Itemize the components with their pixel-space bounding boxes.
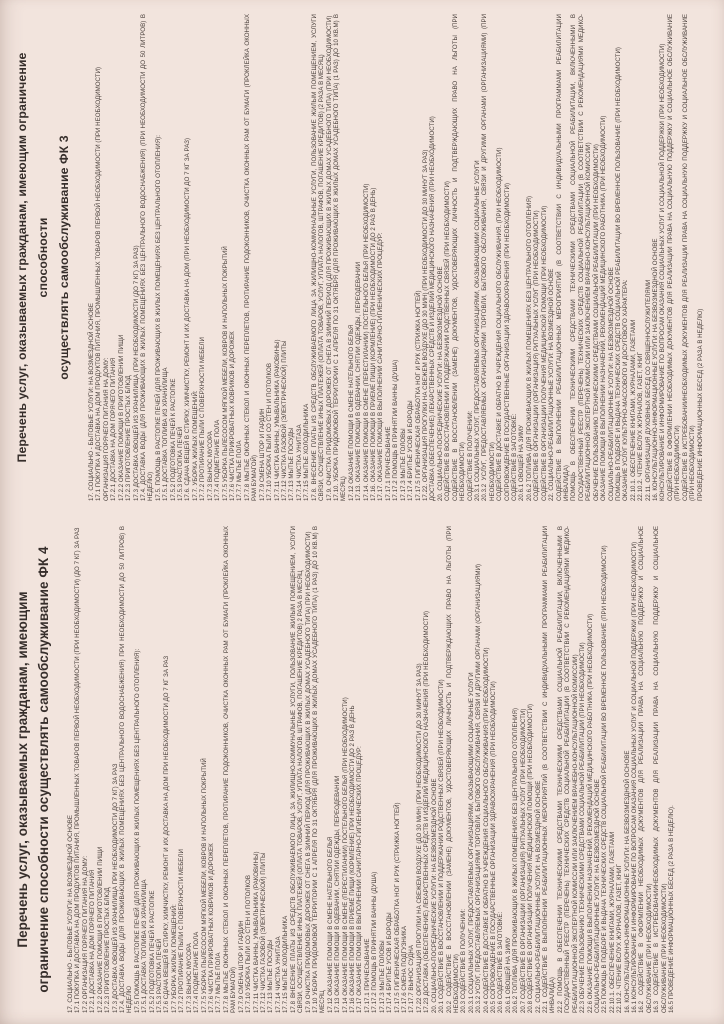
service-item: КОНСУЛЬТИРОВАНИЕ И ИНФОРМИРОВАНИЕ ПО ВОПРОСАМ ОКАЗАНИЯ СОЦИАЛЬНЫХ УСЛУГ И СОЦИАЛЬНОЙ ПОДДЕРЖКИ (ПРИ НЕОБХОДИМОСТИ) bbox=[659, 43, 667, 501]
service-item: 20.6.2 ТОПЛИВА (ДЛЯ ПРОЖИВАЮЩИХ В ЖИЛЫХ ПОМЕЩЕНИЯХ БЕЗ ЦЕНТРАЛЬНОГО ОТОПЛЕНИЯ) bbox=[512, 707, 520, 1013]
service-item: 17.2.2 ОКАЗАНИЕ ПОМОЩИ В ПРИГОТОВЛЕНИИ ПИЩИ bbox=[96, 846, 104, 1013]
column-fk4 bbox=[0, 512, 724, 1024]
service-item: 17.7.9 СМЕНА ШТОР И ГАРДИН bbox=[258, 408, 266, 501]
service-item: 17.17.7 ВЫНОС СУДНА bbox=[408, 944, 416, 1013]
service-item: 17.17.4 БРИТЬЕ УСОВ И БОРОДЫ bbox=[407, 400, 415, 501]
service-item: 17.7.3 ВЫНОС МУСОРА bbox=[206, 431, 214, 501]
service-item: 17.17.1 ПРИЧЕСЫВАНИЕ bbox=[363, 938, 371, 1013]
column-fk4-title-line2: ограничение способности осуществлять самообслуживание ФК 4 bbox=[36, 546, 51, 993]
service-item: 17.9. ОЧИСТКА ПРИДОМОВЫХ ДОРОЖЕК ОТ СНЕГА В ЗИМНИЙ ПЕРИОД (ДЛЯ ПРОЖИВАЮЩИХ В ЖИЛЫХ ДОМАХ УСАДЕБНОГО ТИПА) (ПРИ НЕОБХОДИМОСТИ) bbox=[325, 15, 333, 501]
service-item: СОДЕЙСТВИЕ В ПОЛУЧЕНИИ: bbox=[466, 410, 474, 501]
service-item: 20.7 СОДЕЙСТВИЕ В ОРГАНИЗАЦИИ (ОРГАНИЗАЦИЯ) РИТУАЛЬНЫХ УСЛУГ (ПРИ НЕОБХОДИМОСТИ) bbox=[519, 708, 527, 1013]
service-item: 17.7.12 ЧИСТКА ГАЗОВОЙ (ЭЛЕКТРИЧЕСКОЙ) ПЛИТЫ bbox=[259, 852, 267, 1013]
service-item: 17.7.14 ЧИСТКА УНИТАЗА bbox=[295, 424, 303, 501]
service-item: 17.5. ПОМОЩЬ В РАСТОПКЕ ПЕЧЕЙ (ДЛЯ ПРОЖИВАЮЩИХ В ЖИЛЫХ ПОМЕЩЕНИЯХ БЕЗ ЦЕНТРАЛЬНОГО ОТОПЛЕНИЯ): bbox=[154, 135, 162, 501]
service-item: 16.5 ПРОВЕДЕНИЕ ИНФОРМАЦИОННЫХ БЕСЕД (2 РАЗА В НЕДЕЛЮ). bbox=[668, 805, 676, 1013]
service-item: 17.7.7 МЫТЬЕ ПОЛА bbox=[215, 952, 223, 1013]
service-item: 17.10. УБОРКА ПРИДОМОВОЙ ТЕРРИТОРИИ С 1 АПРЕЛЯ ПО 31 ОКТЯБРЯ (ДЛЯ ПРОЖИВАЮЩИХ В ЖИЛЫХ ДОМАХ УСАДЕБНОГО ТИПА) (1 РАЗ) ДО 10 КВ.М) В МЕСЯЦ) bbox=[332, 14, 348, 501]
service-item: 20. СОЦИАЛЬНО-ПОСРЕДНИЧЕСКИЕ УСЛУГИ: НА БЕЗВОЗМЕЗДНОЙ ОСНОВЕ bbox=[430, 778, 438, 1013]
service-item: 20.6.1 ОВОЩЕЙ НА ЗИМУ bbox=[504, 937, 512, 1013]
service-item: 17.17.3 МЫТЬЕ ГОЛОВЫ bbox=[378, 940, 386, 1013]
service-item: 17.7.8 МЫТЬЕ ОКОННЫХ СТЕКОЛ И ОКОННЫХ ПЕРЕПЛЕТОВ, ПРОТИРАНИЕ ПОДОКОННИКОВ, ОЧИСТКА ОКОННЫХ РАМ ОТ БУМАГИ (ПРОКЛЕЙКА ОКОННЫХ РАМ БУМАГОЙ) bbox=[243, 14, 259, 501]
service-item: 17.7.13 МЫТЬЕ ПОСУДЫ bbox=[267, 939, 275, 1013]
service-item: 17.22. ОРГАНИЗАЦИЯ ПРОГУЛКИ НА СВЕЖЕМ ВОЗДУХЕ (ДО 30 МИН) (ПРИ НЕОБХОДИМОСТИ ДО 30 МИНУТ ЗА РАЗ) bbox=[421, 149, 429, 501]
service-item: 17.7.10 УБОРКА ПЫЛИ СО СТЕН И ПОТОЛКОВ bbox=[266, 363, 274, 501]
service-item: 17.7.10 УБОРКА ПЫЛИ СО СТЕН И ПОТОЛКОВ bbox=[245, 875, 253, 1013]
service-item: 17.7.9 СМЕНА ШТОР И ГАРДИН bbox=[237, 920, 245, 1013]
service-item: 22.11. ОРГАНИЗАЦИЯ ДУХОВНЫХ БЕСЕД СО СВЯЩЕННОСЛУЖИТЕЛЯМИ bbox=[644, 279, 652, 501]
service-item: 17.2.3 ПРИГОТОВЛЕНИЕ ПРОСТЫХ БЛЮД bbox=[125, 375, 133, 501]
service-item: 17.7.3 ВЫНОС МУСОРА bbox=[185, 943, 193, 1013]
service-item: СОДЕЙСТВИЕ В ОФОРМЛЕНИИ НЕОБХОДИМЫХ ДОКУМЕНТОВ ДЛЯ РЕАЛИЗАЦИИ ПРАВА НА СОЦИАЛЬНУЮ ПОДДЕРЖКУ И СОЦИАЛЬНОЕ ОБСЛУЖИВАНИЕ (ПРИ НЕОБХОДИМОСТИ) bbox=[666, 14, 682, 501]
service-item: 20.3.2 УСЛУГ, ПРЕДОСТАВЛЯЕМЫХ ОРГАНИЗАЦИЯМИ ТОРГОВЛИ, БЫТОВОГО ОБСЛУЖИВАНИЯ, СВЯЗИ И ДРУГИМИ ОРГАНАМИ (ОРГАНИЗАЦИЯМИ) bbox=[475, 563, 483, 1013]
service-item: 22.10.2. ЧТЕНИЕ ВСЛУХ ЖУРНАЛОВ, ГАЗЕТ, КНИГ bbox=[637, 352, 645, 501]
service-list-fk3 bbox=[88, 14, 704, 501]
service-item: 22.10.1. ОБЕСПЕЧЕНИЕ КНИГАМИ, ЖУРНАЛАМИ, ГАЗЕТАМИ bbox=[629, 319, 637, 501]
service-item: СОДЕЙСТВИЕ В ВОССТАНОВЛЕНИИ И ПОДДЕРЖАНИИ РОДСТВЕННЫХ СВЯЗЕЙ (ПРИ НЕОБХОДИМОСТИ) bbox=[444, 181, 452, 501]
service-item: 17.17.2 ПОМОЩЬ В ПРИНЯТИИ ВАННЫ (ДУША) bbox=[392, 359, 400, 501]
service-item: 17.7.5 УБОРКА ПЫЛЕСОСОМ МЯГКОЙ МЕБЕЛИ, КОВРОВ И НАПОЛЬНЫХ ПОКРЫТИЙ bbox=[221, 246, 229, 501]
service-item: СОДЕЙСТВИЕ В ОРГАНИЗАЦИИ (ОРГАНИЗАЦИЯ) РИТУАЛЬНЫХ УСЛУГ (ПРИ НЕОБХОДИМОСТИ) bbox=[533, 210, 541, 501]
service-item: 17.4. ДОСТАВКА ВОДЫ (ДЛЯ ПРОЖИВАЮЩИХ В ЖИЛЫХ ПОМЕЩЕНИЯХ БЕЗ ЦЕНТРАЛЬНОГО ВОДОСНАБЖЕНИЯ) (ПРИ НЕОБХОДИМОСТИ ДО 50 ЛИТРОВ) В НЕДЕЛЮ) bbox=[139, 14, 155, 501]
service-item: 17.10 УБОРКА ПРИДОМОВОЙ ТЕРРИТОРИИ С 1 АПРЕЛЯ ПО 31 ОКТЯБРЯ (ДЛЯ ПРОЖИВАЮЩИХ В ЖИЛЫХ ДОМАХ УСАДЕБНОГО ТИПА) (1 РАЗ) ДО 10 КВ.М) В МЕСЯЦ bbox=[311, 526, 327, 1013]
service-item: ОРГАНИЗАЦИЯ ГОРЯЧЕГО ПИТАНИЯ НА ДОМУ: bbox=[102, 357, 110, 501]
service-item: СОДЕЙСТВИЕ В ИСТРЕБОВАНИИНЕОБХОДИМЫХ ДОКУМЕНТОВ ДЛЯ РЕАЛИЗАЦИИ ПРАВА НА СОЦИАЛЬНУЮ ПОДДЕРЖКУ И СОЦИАЛЬНОЕ ОБСЛУЖИВАНИЕ (ПРИ НЕОБХОДИМОСТИ) bbox=[681, 14, 697, 501]
service-item: ПОМОЩЬ В ПОДБОРЕ И ВЫДАЧА ТЕХНИЧЕСКИХ СРЕДСТВ СОЦИАЛЬНОЙ РЕАБИЛИТАЦИИ ВО ВРЕМЕННОЕ ПОЛЬЗОВАНИЕ (ПРИ НЕОБХОДИМОСТИ) bbox=[614, 47, 622, 501]
column-fk4-title-line1: Перечень услуг, оказываемых гражданам, имеющим bbox=[15, 591, 30, 948]
service-item: ОКАЗАНИЕ УСЛУГ КУЛЬТУРНО-МАССОВОГО И ДОСУГОВОГО ХАРАКТЕРА: bbox=[622, 279, 630, 501]
service-item: СОЦИАЛЬНО-РЕАБИЛИТАЦИОННЫЕ УСЛУГИ: НА БЕЗВОЗМЕЗДНОЙ ОСНОВЕ bbox=[607, 267, 615, 501]
service-list-fk4 bbox=[67, 526, 676, 1013]
service-item: 20.2 СОДЕЙСТВИЕ В ВОССТАНОВЛЕНИИ (ЗАМЕНЕ) ДОКУМЕНТОВ, УДОСТОВЕРЯЮЩИХ ЛИЧНОСТЬ И ПОДТВЕРЖДАЮЩИХ ПРАВО НА ЛЬГОТЫ (ПРИ НЕОБХОДИМОСТИ) bbox=[445, 526, 460, 1013]
service-item: ПОМОЩЬ В ОБЕСПЕЧЕНИИ ТЕХНИЧЕСКИМИ СРЕДСТВАМИ ТЕХНИЧЕСКИМИ СРЕДСТВАМИ СОЦИАЛЬНОЙ РЕАБИЛИТАЦИИ, ВКЛЮЧЕННЫМИ В ГОСУДАРСТВЕННЫЙ РЕЕСТР (ПЕРЕЧЕНЬ) ТЕХНИЧЕСКИХ СРЕДСТВ СОЦИАЛЬНОЙ РЕАБИЛИТАЦИИ (В СООТВЕТСТВИИ С РЕКОМЕНДАЦИЯМИ МЕДИКО-РЕАБИЛИТАЦИОННОЙ ЭКСПЕРТНОЙ КОМИССИИ ИЛИ ЗАКЛЮЧЕНИЕМ ВРАЧЕБНО-КОНСУЛЬТАЦИОННОЙ КОМИССИИ) bbox=[570, 14, 593, 501]
service-item: 20.3.2 УСЛУГ, ПРЕДОСТАВЛЯЕМЫХ ОРГАНИЗАЦИЯМИ ТОРГОВЛИ, БЫТОВОГО ОБСЛУЖИВАНИЯ, СВЯЗИ И ДРУГИМИ ОРГАНАМИ (ОРГАНИЗАЦИЯМИ) (ПРИ НЕОБХОДИМОСТИ) bbox=[481, 14, 496, 501]
service-item: 17.3 ДОСТАВКА ОВОЩЕЙ ИЗ ХРАНИЛИЩА ПРИ НЕОБХОДИМОСТИ ДО 7 КГ) ЗА РАЗ bbox=[111, 763, 119, 1013]
service-item: 22. СОЦИАЛЬНО-РЕАБИЛИТАЦИОННЫЕ УСЛУГИ: НА ВОЗМЕЗДНОЙ ОСНОВЕ bbox=[534, 780, 542, 1013]
service-item: 17.17.1 ПРИЧЕСЫВАНИЕ bbox=[384, 426, 392, 501]
service-item: 17.4. ДОСТАВКА ВОДЫ (ДЛЯ ПРОЖИВАЮЩИХ В ЖИЛЫХ ПОМЕЩЕНИЯХ БЕЗ ЦЕНТРАЛЬНОГО ВОДОСНАБЖЕНИЯ) ПРИ НЕОБХОДИМОСТИ ДО 50 ЛИТРОВ) В НЕДЕЛЮ bbox=[118, 526, 134, 1013]
column-fk3-title bbox=[12, 16, 75, 499]
service-item: 16.3 СОДЕЙСТВИЕ В ИСТРЕБОВАНИИНЕОБХОДИМЫХ ДОКУМЕНТОВ ДЛЯ РЕАЛИЗАЦИИ ПРАВА НА СОЦИАЛЬНУЮ ПОДДЕРЖКУ И СОЦИАЛЬНОЕ ОБСЛУЖИВАНИЕ (ПРИ НЕОБХОДИМОСТИ) bbox=[653, 526, 668, 1013]
service-item: 17.7.12 ЧИСТКА ГАЗОВОЙ (ЭЛЕКТРИЧЕСКОЙ) ПЛИТЫ bbox=[280, 340, 288, 501]
service-item: 17.17. ОКАЗАНИЕ ПОМОЩИ В ВЫПОЛНЕНИИ САНИТАРНО-ГИГИЕНИЧЕСКИХ ПРОЦЕДУР: bbox=[377, 232, 385, 501]
service-item: 20.6 СОДЕЙСТВИЕ В ЗАГОТОВКЕ: bbox=[497, 911, 505, 1013]
service-item: 20.3.1 СОЦИАЛЬНЫХ УСЛУГ, ПРЕДОСТАВЛЯЕМЫХ ОРГАНИЗАЦИЯМИ, ОКАЗЫВАЮЩИМИ СОЦИАЛЬНЫЕ УСЛУГИ bbox=[473, 160, 481, 501]
service-item: 17.2 ОРГАНИЗАЦИЯ ГОРЯЧЕГО ПИТАНИЯ НА ДОМУ: bbox=[81, 855, 89, 1013]
service-item: 17.13 ОКАЗАНИЕ ПОМОЩИ В ОДЕВАНИИ, СНЯТИИ ОДЕЖДЫ, ПЕРЕОДЕВАНИИ bbox=[334, 775, 342, 1013]
service-item: 17.7.6 ЧИСТКА ПРИКРОВАТНЫХ КОВРИКОВ И ДОРОЖЕК bbox=[229, 331, 237, 501]
service-item: 17.5.1 ДОСТАВКА ТОПЛИВА ИЗ ХРАНИЛИЩА bbox=[141, 879, 149, 1013]
service-item: 20.4 СОДЕЙСТВИЕ В ДОСТАВКЕ И ОБРАТНО В УЧРЕЖДЕНИЯ СОЦИАЛЬНОГО ОБСЛУЖИВАНИЯ:(ПРИ НЕОБХОДИМОСТИ) bbox=[482, 647, 490, 1013]
service-item: 17.7.4 ПОДМЕТАНИЕ ПОЛА bbox=[193, 931, 201, 1013]
service-item: 17.3 ДОСТАВКА ОВОЩЕЙ ИЗ ХРАНИЛИЩА (ПРИ НЕОБХОДИМОСТИ (ДО 7 КГ) ЗА РАЗ) bbox=[132, 245, 140, 501]
service-item: 16.1 КОНСУЛЬТИРОВАНИЕ И ИНФОРМИРОВАНИЕ ПО ВОПРОСАМ ОКАЗАНИЯ СОЦИАЛЬНЫХ УСЛУГ И СОЦИАЛЬНОЙ ПОДДЕРЖКИ (ПРИ НЕОБХОДИМОСТИ) bbox=[631, 541, 639, 1013]
service-item: 17.7.11 ЧИСТКА ВАННЫ, УМЫВАЛЬНИКА (РАКОВИНЫ) bbox=[252, 851, 260, 1013]
service-item: 17.7.15 МЫТЬЕ ХОЛОДИЛЬНИКА bbox=[303, 403, 311, 501]
service-item: 17.23 ДОСТАВКА (ОБЕСПЕЧЕНИЕ) ЛЕКАРСТВЕННЫХ СРЕДСТВ И ИЗДЕЛИЙ МЕДИЦИНСКОГО НАЗНАЧЕНИЯ (ПРИ НЕОБХОДИМОСТИ) bbox=[423, 610, 431, 1013]
service-item: СОЦИАЛЬНО-РЕАБИЛИТАЦИОННЫЕ УСЛУГИ: НА БЕЗВОЗМЕЗДНОЙ ОСНОВЕ bbox=[593, 779, 601, 1013]
service-item: 17.1 ПОКУПКА И ДОСТАВКА НА ДОМ ПРОДУКТОВ ПИТАНИЯ, ПРОМЫШЛЕННЫХ ТОВАРОВ ПЕРВОЙ НЕОБХОДИМОСТИ (ПРИ НЕОБХОДИМОСТИ) bbox=[95, 66, 103, 501]
service-item: 22.6 ОКАЗАНИЕ ПОМОЩИ В ВЫПОЛНЕНИИ НАЗНАЧЕНИЙ, РЕКОМЕНДАЦИЙ МЕДИЦИНСКОГО РАБОТНИКА (ПРИ НЕОБХОДИМОСТИ) bbox=[586, 613, 594, 1013]
service-item: 17.5.3 РАСТОПКА ПЕЧЕЙ bbox=[156, 938, 164, 1013]
service-item: 17.17.5 ГИГИЕНИЧЕСКАЯ ОБРАБОТКА НОГ И РУК (СТРИЖКА НОГТЕЙ) bbox=[393, 802, 401, 1013]
column-fk3-title-line1: Перечень услуг, оказываемых гражданам, имеющим ограничение способности bbox=[15, 52, 50, 463]
service-item: 17.16 ОКАЗАНИЕ ПОМОЩИ В ПРИЕМЕ ПИЩИ (КОРМЛЕНИЕ) ПРИ НЕОБХОДИМОСТИ ДО 2 РАЗ В ДЕНЬ bbox=[349, 705, 357, 1013]
service-item: 16. КОНСУЛЬТАЦИОННО-ИНФОРМАЦИОННЫЕ УСЛУГИ: НА БЕЗВОЗМЕЗДНОЙ ОСНОВЕ bbox=[652, 238, 660, 501]
service-item: 17.17.3 МЫТЬЕ ГОЛОВЫ bbox=[399, 428, 407, 501]
service-item: 20.6.2 ТОПЛИВА (ДЛЯ ПРОЖИВАЮЩИХ В ЖИЛЫХ ПОМЕЩЕНИЯХ БЕЗ ЦЕНТРАЛЬНОГО ОТОПЛЕНИЯ) bbox=[525, 195, 533, 501]
service-item: 17.5 ПОМОЩЬ В РАСТОПКЕ ПЕЧЕЙ (ДЛЯ ПРОЖИВАЮЩИХ В ЖИЛЫХ ПОМЕЩЕНИЯХ БЕЗ ЦЕНТРАЛЬНОГО ОТОПЛЕНИЯ): bbox=[133, 648, 141, 1013]
service-item: 17.7.7 МЫТЬЕ ПОЛА bbox=[236, 440, 244, 501]
service-item: ДОСТАВКА (ОБЕСПЕЧЕНИЕ) ЛЕКАРСТВЕННЫХ СРЕДСТВ И ИЗДЕЛИЙ МЕДИЦИНСКОГО НАЗНАЧЕНИЯ (ПРИ НЕОБХОДИМОСТИ) bbox=[429, 116, 437, 501]
service-item: СОДЕЙСТВИЕ В ОРГАНИЗАЦИИ ПОЛУЧЕНИЯ МЕДИЦИНСКОЙ ПОМОЩИ (ПРИ НЕОБХОДИМОСТИ) bbox=[540, 205, 548, 501]
service-item: 17.7 УБОРКА ЖИЛЫХ ПОМЕЩЕНИЙ: bbox=[170, 904, 178, 1013]
service-item: 17.2.1 ДОСТАВКА НА ДОМ ГОРЯЧЕГО ПИТАНИЯ bbox=[89, 869, 97, 1013]
service-item: ОКАЗАНИЕ ПОМОЩИ В ВЫПОЛНЕНИИ НАЗНАЧЕНИЙ, РЕКОМЕНДАЦИЙ МЕДИЦИНСКОГО РАБОТНИКА (ПРИ НЕОБХОДИМОСТИ) bbox=[600, 115, 608, 501]
service-item: 20.8 СОДЕЙСТВИЕ В ОРГАНИЗАЦИИ ПОЛУЧЕНИЯ МЕДИЦИНСКОЙ ПОМОЩИ (ПРИ НЕОБХОДИМОСТИ) bbox=[527, 703, 535, 1013]
service-item: 17.7.15 МЫТЬЕ ХОЛОДИЛЬНИКА bbox=[282, 915, 290, 1013]
service-item: 22. СОЦИАЛЬНО-РЕАБИЛИТАЦИОННЫЕ УСЛУГИ: НА ВОЗМЕЗДНОЙ ОСНОВЕ bbox=[548, 268, 556, 501]
service-item: 17. СОЦИАЛЬНО - БЫТОВЫЕ УСЛУГИ: НА ВОЗМЕЗДНОЙ ОСНОВЕ bbox=[88, 302, 95, 501]
service-item: 17.7.14 ЧИСТКА УНИТАЗА bbox=[274, 936, 282, 1013]
service-item: 17.7.4 ПОДМЕТАНИЕ ПОЛА bbox=[214, 419, 222, 501]
service-item: 17.16. ОКАЗАНИЕ ПОМОЩИ В ПРИЕМЕ ПИЩИ (КОРМЛЕНИЕ) (ПРИ НЕОБХОДИМОСТИ ДО 2 РАЗ В ДЕНЬ) bbox=[370, 187, 378, 501]
service-item: 17.2.3 ПРИГОТОВЛЕНИЕ ПРОСТЫХ БЛЮД bbox=[104, 887, 112, 1013]
service-item: СОДЕЙСТВИЕ В ВЫПОЛНЕНИИ РЕАБИЛИТАЦИОННЫХ МЕРОПРИЯТИЙ (В СООТВЕТСТВИИ С ИНДИВИДУАЛЬНЫМИ ПРОГРАММАМИ РЕАБИЛИТАЦИИ ИНВАЛИДА) bbox=[555, 14, 570, 501]
service-item: 17.6 СДАЧА ВЕЩЕЙ В СТИРКУ, ХИМЧИСТКУ, РЕМОНТ И ИХ ДОСТАВКА НА ДОМ ПРИ НЕОБХОДИМОСТИ ДО 7 КГ ЗА РАЗ bbox=[163, 655, 171, 1013]
service-item: 20.5 СОПРОВОЖДЕНИЕ В ГОСУДАРСТВЕННЫЕ ОРГАНИЗАЦИИ ЗДРАВООХРАНЕНИЯ (ПРИ НЕОБХОДИМОСТИ) bbox=[490, 681, 498, 1013]
service-item: 17.14. ОКАЗАНИЕ ПОМОЩИ В СМЕНЕ (ПЕРЕСТИЛАНИИ) ПОСТЕЛЬНОГО БЕЛЬЯ (ПРИ НЕОБХОДИМОСТИ) bbox=[362, 183, 370, 501]
service-item: 17.6. СДАЧА ВЕЩЕЙ В СТИРКУ, ХИМЧИСТКУ, РЕМОНТ И ИХ ДОСТАВКА НА ДОМ (ПРИ НЕОБХОДИМОСТИ ДО 7 КГ ЗА РАЗ) bbox=[184, 137, 192, 501]
service-item: 20.6.1 ОВОЩЕЙ НА ЗИМУ bbox=[518, 425, 526, 501]
service-item: 20. СОЦИАЛЬНО-ПОСРЕДНИЧЕСКИЕ УСЛУГИ: НА БЕЗВОЗМЕЗДНОЙ ОСНОВЕ bbox=[436, 266, 444, 501]
service-item: 22.3 ОБУЧЕНИЕ ПОЛЬЗОВАНИЮ ТЕХНИЧЕСКИМИ СРЕДСТВАМИ СОЦИАЛЬНОЙ РЕАБИЛИТАЦИИ (ПРИ НЕОБХОДИМОСТИ) bbox=[579, 642, 587, 1013]
service-item: 17.7.6 ЧИСТКА ПРИКРОВАТНЫХ КОВРИКОВ И ДОРОЖЕК bbox=[208, 843, 216, 1013]
service-item: 22.10.2. ЧТЕНИЕ ВСЛУХ ЖУРНАЛОВ, ГАЗЕТ, КНИГ bbox=[616, 864, 624, 1013]
service-item: 17.8 ВНЕСЕНИЕ ПЛАТЫ ИЗ СРЕДСТВ ОБСЛУЖИВАЕМОГО ЛИЦА ЗА ЖИЛИЩНО-КОММУНАЛЬНЫЕ УСЛУГИ, ПОЛЬЗОВАНИЕ ЖИЛЫМ ПОМЕЩЕНИЕМ, УСЛУГИ СВЯЗИ, ОСУЩЕСТВЛЕНИЕ ИНЫХ ПЛАТЕЖЕЙ (ОПЛАТА ТОВАРОВ, УСЛУГ, УПЛАТА НАЛОГОВ, ШТРАФОВ, ПОГАШЕНИЕ КРЕДИТОВ) 2 РАЗА В МЕСЯЦ bbox=[289, 526, 305, 1013]
service-item: 16. КОНСУЛЬТАЦИОННО-ИНФОРМАЦИОННЫЕ УСЛУГИ: НА БЕЗВОЗМЕЗДНОЙ ОСНОВЕ bbox=[623, 750, 631, 1013]
service-item: 17. СОЦИАЛЬНО - БЫТОВЫЕ УСЛУГИ: НА ВОЗМЕЗДНОЙ ОСНОВЕ bbox=[67, 814, 74, 1013]
service-item: СОПРОВОЖДЕНИЕ В ГОСУДАРСТВЕННЫЕ ОРГАНИЗАЦИИ ЗДРАВООХРАНЕНИЯ (ПРИ НЕОБХОДИМОСТИ) bbox=[503, 182, 511, 501]
service-item: 17.5.1 ДОСТАВКА ТОПЛИВА ИЗ ХРАНИЛИЩА bbox=[162, 367, 170, 501]
service-item: 22.5 ПОМОЩЬ В ПОДБОРЕ И ВЫДАЧА ТЕХНИЧЕСКИХ СРЕДСТВ СОЦИАЛЬНОЙ РЕАБИЛИТАЦИИ ВО ВРЕМЕННОЕ ПОЛЬЗОВАНИЕ (ПРИ НЕОБХОДИМОСТИ) bbox=[601, 545, 609, 1013]
service-item: 17.2.1 ДОСТАВКА НА ДОМ ГОРЯЧЕГО ПИТАНИЯ bbox=[110, 357, 118, 501]
column-fk3-title-line2: осуществлять самообслуживание ФК 3 bbox=[57, 135, 71, 380]
service-item: 17.5.2 ПОДГОТОВКА ПЕЧЕЙ К РАСТОПКЕ bbox=[148, 890, 156, 1013]
service-item: 20.3.1 СОЦИАЛЬНЫХ УСЛУГ, ПРЕДОСТАВЛЯЕМЫХ ОРГАНИЗАЦИЯМИ, ОКАЗЫВАЮЩИМИ СОЦИАЛЬНЫЕ УСЛУГИ bbox=[467, 672, 475, 1013]
service-item: 17.7.2 ПРОТИРАНИЕ ПЫЛИ С ПОВЕРХНОСТИ МЕБЕЛИ bbox=[199, 337, 207, 501]
service-item: 17.7.5 УБОРКА ПЫЛЕСОСОМ МЯГКОЙ МЕБЕЛИ, КОВРОВ И НАПОЛЬНЫХ ПОКРЫТИЙ bbox=[200, 758, 208, 1013]
service-item: 17.5.3 РАСТОПКА ПЕЧЕЙ bbox=[177, 426, 185, 501]
service-item: 17.14 ОКАЗАНИЕ ПОМОЩИ В СМЕНЕ (ПЕРЕСТИЛАНИИ) ПОСТЕЛЬНОГО БЕЛЬЯ (ПРИ НЕОБХОДИМОСТИ) bbox=[341, 697, 349, 1013]
service-item: СОДЕЙСТВИЕ В ЗАГОТОВКЕ: bbox=[511, 413, 519, 501]
service-item: 17.12 ОКАЗАНИЕ ПОМОЩИ В СМЕНЕ НАТЕЛЬНОГО БЕЛЬЯ bbox=[347, 324, 355, 501]
service-item: 17.17.4 БРИТЬЕ УСОВ И БОРОДЫ bbox=[386, 912, 394, 1013]
service-item: 17.17.6 СМЕНА ПОДГУЗНИКА bbox=[400, 925, 408, 1013]
service-item: 17.22 ОРГАНИЗАЦИЯ ПРОГУЛКИ НА СВЕЖЕМ ВОЗДУХЕ (ДО 30 МИН) (ПРИ НЕОБХОДИМОСТИ ДО 30 МИНУТ ЗА РАЗ) bbox=[415, 663, 423, 1013]
service-item: 17.13. ОКАЗАНИЕ ПОМОЩИ В ОДЕВАНИИ, СНЯТИИ ОДЕЖДЫ, ПЕРЕОДЕВАНИИ bbox=[355, 261, 363, 501]
service-item: 17.7.2 ПРОТИРАНИЕ ПЫЛИ С ПОВЕРХНОСТИ МЕБЕЛИ bbox=[178, 849, 186, 1013]
service-item: 17.17.5 ГИГИЕНИЧЕСКАЯ ОБРАБОТКА НОГ И РУК (СТРИЖКА НОГТЕЙ) bbox=[414, 290, 422, 501]
service-item: 17.1 ПОКУПКА И ДОСТАВКА НА ДОМ ПРОДУКТОВ ПИТАНИЯ, ПРОМЫШЛЕННЫХ ТОВАРОВ ПЕРВОЙ НЕОБХОДИМОСТИ (ПРИ НЕОБХОДИМОСТИ) (ДО 7 КГ) ЗА РАЗ bbox=[74, 527, 82, 1013]
service-item: ОБУЧЕНИЕ ПОЛЬЗОВАНИЮ ТЕХНИЧЕСКИМИ СРЕДСТВАМИ СОЦИАЛЬНОЙ РЕАБИЛИТАЦИИ (ПРИ НЕОБХОДИМОСТИ) bbox=[592, 144, 600, 501]
service-item: 17.7.8 МЫТЬЕ ОКОННЫХ СТЕКОЛ И ОКОННЫХ ПЕРЕПЛЕТОВ, ПРОТИРАНИЕ ПОДОКОННИКОВ, ОЧИСТКА ОКОННЫХ РАМ ОТ БУМАГИ (ПРОКЛЕЙКА ОКОННЫХ РАМ БУМАГОЙ) bbox=[222, 526, 238, 1013]
service-item: 17.7.11 ЧИСТКА ВАННЫ, УМЫВАЛЬНИКА (РАКОВИНЫ) bbox=[273, 339, 281, 501]
service-item: 17.8. ВНЕСЕНИЕ ПЛАТЫ ИЗ СРЕДСТВ ОБСЛУЖИВАЕМОГО ЛИЦА ЗА ЖИЛИЩНО-КОММУНАЛЬНЫЕ УСЛУГИ, ПОЛЬЗОВАНИЕ ЖИЛЫМ ПОМЕЩЕНИЕМ, УСЛУГИ СВЯЗИ, ОСУЩЕСТВЛЕНИЕ ИНЫХ ПЛАТЕЖЕЙ (ОПЛАТА ТОВАРОВ, УСЛУГ, УПЛАТА НАЛОГОВ, ШТРАФОВ, ПОГАШЕНИЕ КРЕДИТОВ) (2 РАЗА В МЕСЯЦ) bbox=[310, 14, 326, 501]
service-item: 22.1 СОДЕЙСТВИЕ В ВЫПОЛНЕНИИ РЕАБИЛИТАЦИОННЫХ МЕРОПРИЯТИЙ (В СООТВЕТСТВИИ С ИНДИВИДУАЛЬНЫМИ ПРОГРАММАМИ РЕАБИЛИТАЦИИ ИНВАЛИДА) bbox=[542, 526, 557, 1013]
service-item: 17.17 ОКАЗАНИЕ ПОМОЩИ В ВЫПОЛНЕНИИ САНИТАРНО-ГИГИЕНИЧЕСКИХ ПРОЦЕДУР: bbox=[356, 746, 364, 1013]
service-item: 20.3 СОДЕЙСТВИЕ В ПОЛУЧЕНИИ: bbox=[460, 908, 468, 1013]
service-item: 22.10.1. ОБЕСПЕЧЕНИЕ КНИГАМИ, ЖУРНАЛАМИ, ГАЗЕТАМИ bbox=[608, 831, 616, 1013]
service-item: 17.7. УБОРКА ЖИЛЫХ ПОМЕЩЕНИЙ: bbox=[191, 390, 199, 501]
service-item: 17.5.2 ПОДГОТОВКА ПЕЧЕЙ К РАСТОПКЕ bbox=[169, 378, 177, 501]
service-item: 17.17.2 ПОМОЩЬ В ПРИНЯТИИ ВАННЫ (ДУША) bbox=[371, 871, 379, 1013]
service-item: 22.2 ПОМОЩЬ В ОБЕСПЕЧЕНИИ ТЕХНИЧЕСКИМИ СРЕДСТВАМИ ТЕХНИЧЕСКИМИ СРЕДСТВАМИ СОЦИАЛЬНОЙ РЕАБИЛИТАЦИИ, ВКЛЮЧЕННЫМИ В ГОСУДАРСТВЕННЫЙ РЕЕСТР (ПЕРЕЧЕНЬ) ТЕХНИЧЕСКИХ СРЕДСТВ СОЦИАЛЬНОЙ РЕАБИЛИТАЦИИ (В СООТВЕТСТВИИ С РЕКОМЕНДАЦИЯМИ МЕДИКО-РЕАБИЛИТАЦИОННОЙ ЭКСПЕРТНОЙ КОМИССИИ ИЛИ ЗАКЛЮЧЕНИЕМ ВРАЧЕБНО-КОНСУЛЬТАЦИОННОЙ КОМИССИИ) bbox=[556, 526, 579, 1013]
service-item: 17.7.13 МЫТЬЕ ПОСУДЫ bbox=[288, 427, 296, 501]
service-item: ПРОВЕДЕНИЕ ИНФОРМАЦИОННЫХ БЕСЕД (2 РАЗА В НЕДЕЛЮ) bbox=[696, 308, 704, 501]
column-fk4-title bbox=[12, 528, 54, 1011]
service-item: 17.2.2 ОКАЗАНИЕ ПОМОЩИ В ПРИГОТОВЛЕНИИ ПИЩИ bbox=[117, 334, 125, 501]
service-item: 16.2 СОДЕЙСТВИЕ В ОФОРМЛЕНИИ НЕОБХОДИМЫХ ДОКУМЕНТОВ ДЛЯ РЕАЛИЗАЦИИ ПРАВА НА СОЦИАЛЬНУЮ ПОДДЕРЖКУ И СОЦИАЛЬНОЕ ОБСЛУЖИВАНИЕ (ПРИ НЕОБХОДИМОСТИ) bbox=[638, 526, 653, 1013]
service-item: 17.9 ОЧИСТКА ПРИДОМОВЫХ ДОРОЖЕК ОТ СНЕГА В ЗИМНИЙ ПЕРИОД (ДЛЯ ПРОЖИВАЮЩИХ В ЖИЛЫХ ДОМАХ УСАДЕБНОГО ТИПА) ПРИ НЕОБХОДИМОСТИ) bbox=[304, 531, 312, 1013]
service-item: СОДЕЙСТВИЕ В ДОСТАВКЕ И ОБРАТНО В УЧРЕЖДЕНИЯ СОЦИАЛЬНОГО ОБСЛУЖИВАНИЯ. (ПРИ НЕОБХОДИМОСТИ) bbox=[496, 147, 504, 501]
service-item: 17.12 ОКАЗАНИЕ ПОМОЩИ В СМЕНЕ НАТЕЛЬНОГО БЕЛЬЯ bbox=[326, 836, 334, 1013]
service-item: СОДЕЙСТВИЕ В ВОССТАНОВЛЕНИИ (ЗАМЕНЕ) ДОКУМЕНТОВ, УДОСТОВЕРЯЮЩИХ ЛИЧНОСТЬ И ПОДТВЕРЖДАЮЩИХ ПРАВО НА ЛЬГОТЫ (ПРИ НЕОБХОДИМОСТИ) bbox=[451, 14, 467, 501]
service-item: 20.1 СОДЕЙСТВИЕ В ВОССТАНОВЛЕНИИ И ПОДДЕРЖАНИИ РОДСТВЕННЫХ СВЯЗЕЙ (ПРИ НЕОБХОДИМОСТИ) bbox=[438, 679, 446, 1013]
